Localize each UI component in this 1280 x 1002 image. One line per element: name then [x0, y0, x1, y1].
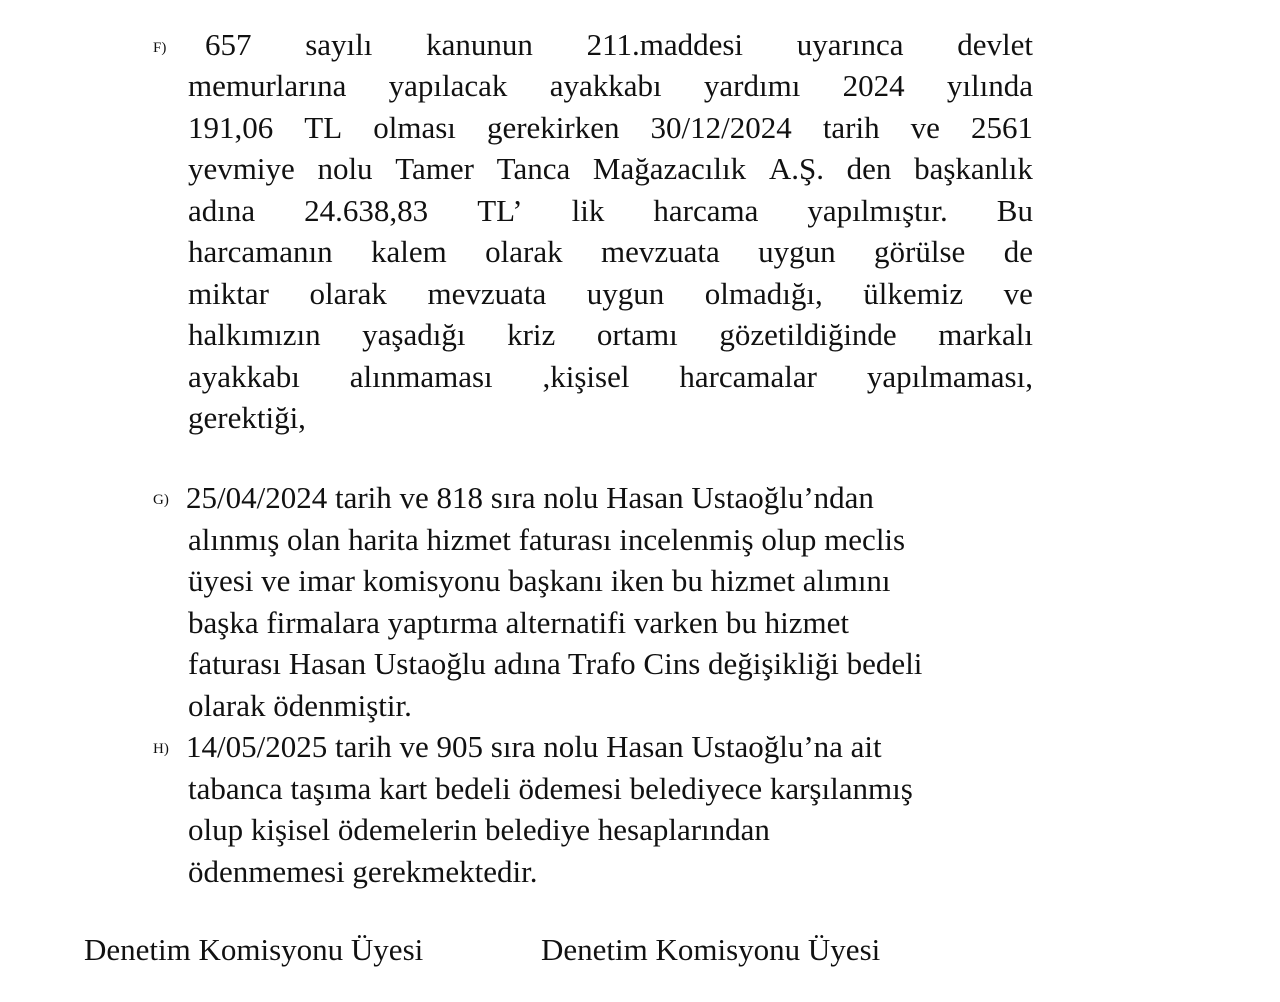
item-f-word: ,kişisel — [542, 359, 630, 394]
item-f-word: olmadığı, — [704, 276, 823, 311]
item-f-word: görülse — [874, 234, 966, 269]
item-f-line — [188, 234, 1033, 270]
item-f-word: ve — [910, 110, 940, 145]
item-f-word: de — [1003, 234, 1033, 269]
item-f-word: gözetildiğinde — [719, 317, 897, 352]
item-f-word: olması — [373, 110, 456, 145]
item-f-word: yapılmaması, — [866, 359, 1033, 394]
item-f-line — [188, 359, 1033, 395]
item-h-line: olup kişisel ödemelerin belediye hesaplarından — [188, 812, 770, 847]
item-f-word: ayakkabı — [549, 68, 662, 103]
signature-right: Denetim Komisyonu Üyesi — [541, 932, 881, 967]
item-f-line — [188, 110, 1033, 146]
item-f-word: ortamı — [596, 317, 678, 352]
item-f-word: ayakkabı — [188, 359, 300, 394]
item-f-line — [188, 276, 1033, 312]
item-f-word: uygun — [586, 276, 665, 311]
item-f-line — [188, 193, 1033, 229]
item-f-word: ülkemiz — [863, 276, 964, 311]
item-f-word: ve — [1003, 276, 1033, 311]
item-f-word: yardımı — [703, 68, 801, 103]
item-g-line: başka firmalara yaptırma alternatifi varken bu hizmet — [188, 605, 850, 640]
item-f-word: mevzuata — [600, 234, 720, 269]
item-h-line: tabanca taşıma kart bedeli ödemesi belediyece karşılanmış — [188, 771, 913, 806]
item-f-word: Bu — [996, 193, 1033, 228]
signature-left: Denetim Komisyonu Üyesi — [84, 932, 424, 967]
item-f-word: gerektiği, — [188, 400, 306, 435]
item-f-word: 30/12/2024 — [650, 110, 792, 145]
item-f-word: harcamanın — [188, 234, 333, 269]
item-f-word: 211.maddesi — [586, 27, 744, 62]
item-f-word: 24.638,83 — [304, 193, 429, 228]
item-f-word: halkımızın — [188, 317, 321, 352]
item-f-word: kanunun — [426, 27, 533, 62]
item-f-word: tarih — [822, 110, 880, 145]
item-f-word: 191,06 — [188, 110, 274, 145]
item-f-word: devlet — [957, 27, 1033, 62]
item-f-word: memurlarına — [188, 68, 347, 103]
item-g-marker: G) — [153, 492, 169, 508]
item-f-word: olarak — [309, 276, 387, 311]
item-f-word: den — [846, 151, 892, 186]
item-f-word: TL’ — [477, 193, 523, 228]
item-f-word: alınmaması — [349, 359, 493, 394]
item-f-line — [188, 400, 306, 436]
item-f-word: adına — [188, 193, 256, 228]
item-f-word: kalem — [370, 234, 447, 269]
item-f-line — [188, 68, 1033, 104]
item-f-word: olarak — [485, 234, 563, 269]
item-f-word: lik — [571, 193, 605, 228]
item-f-word: Mağazacılık — [592, 151, 747, 186]
item-h-marker: H) — [153, 741, 169, 757]
item-h-line: 14/05/2025 tarih ve 905 sıra nolu Hasan Ustaoğlu’na ait — [186, 729, 882, 764]
item-g-line: alınmış olan harita hizmet faturası incelenmiş olup meclis — [188, 522, 906, 557]
item-g-line: olarak ödenmiştir. — [188, 688, 412, 723]
item-f-word: yapılacak — [388, 68, 508, 103]
item-f-word: başkanlık — [914, 151, 1033, 186]
item-f-word: yevmiye — [188, 151, 295, 186]
item-f-line — [205, 27, 1033, 63]
item-f-word: nolu — [317, 151, 373, 186]
item-f-word: gerekirken — [486, 110, 620, 145]
item-f-word: mevzuata — [427, 276, 547, 311]
item-f-word: Tanca — [496, 151, 571, 186]
item-f-word: 2024 — [842, 68, 905, 103]
item-g-line: 25/04/2024 tarih ve 818 sıra nolu Hasan Ustaoğlu’ndan — [186, 480, 874, 515]
item-f-word: Tamer — [395, 151, 474, 186]
item-f-word: uygun — [758, 234, 836, 269]
item-f-word: yılında — [946, 68, 1033, 103]
item-f-word: kriz — [507, 317, 556, 352]
item-f-marker: F) — [153, 40, 167, 56]
item-f-word: 657 — [205, 27, 252, 62]
item-f-word: yapılmıştır. — [807, 193, 948, 228]
item-f-word: yaşadığı — [362, 317, 466, 352]
item-f-word: uyarınca — [796, 27, 904, 62]
item-f-word: TL — [304, 110, 343, 145]
item-f-word: 2561 — [970, 110, 1033, 145]
item-f-word: A.Ş. — [768, 151, 824, 186]
item-g-line: faturası Hasan Ustaoğlu adına Trafo Cins değişikliği bedeli — [188, 646, 923, 681]
item-g-line: üyesi ve imar komisyonu başkanı iken bu hizmet alımını — [188, 563, 891, 598]
item-f-word: harcama — [653, 193, 759, 228]
item-f-word: miktar — [188, 276, 269, 311]
item-h-line: ödenmemesi gerekmektedir. — [188, 854, 538, 889]
item-f-word: markalı — [938, 317, 1033, 352]
item-f-line — [188, 317, 1033, 353]
item-f-word: sayılı — [305, 27, 373, 62]
item-f-line — [188, 151, 1033, 187]
item-f-word: harcamalar — [679, 359, 817, 394]
